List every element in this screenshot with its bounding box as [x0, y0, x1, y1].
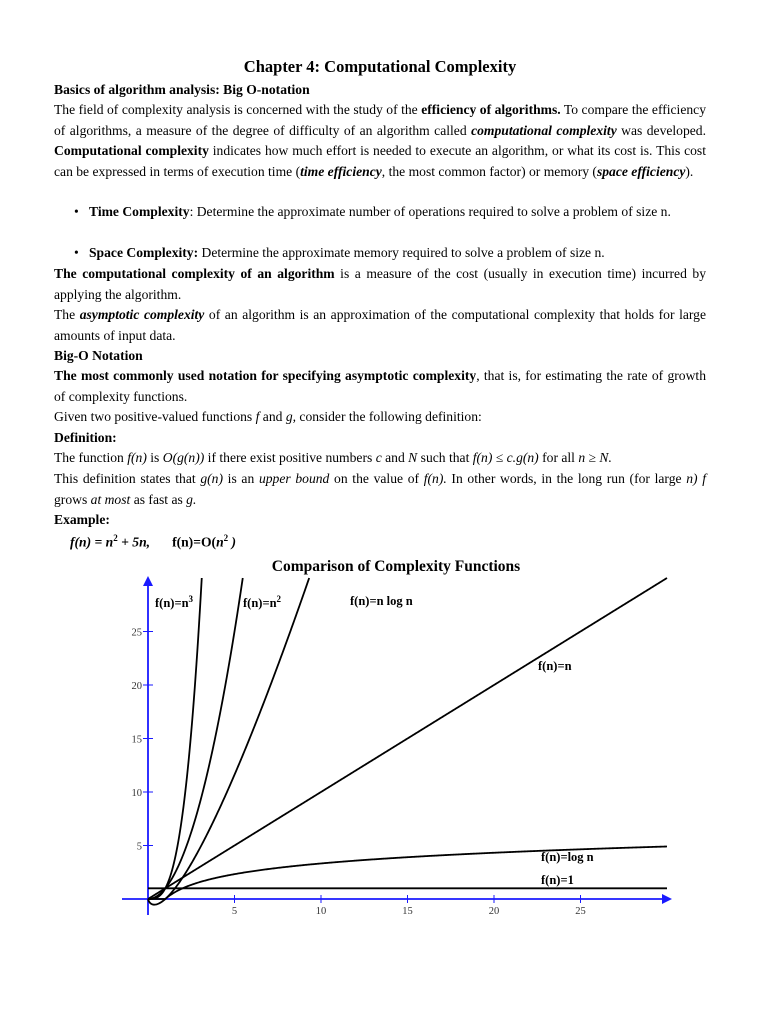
formula-lhs: f(n) = n	[70, 534, 114, 550]
paragraph-definition	[54, 448, 706, 469]
x-axis-arrow	[662, 894, 672, 904]
y-tick-label: 15	[131, 734, 142, 746]
italic-run: g(n)	[200, 471, 223, 486]
italic-run: O(g(n))	[162, 450, 205, 465]
text-run: such that	[417, 450, 473, 465]
series-label-nlogn: f(n)=n log n	[350, 594, 413, 608]
text-run: The function	[54, 450, 128, 465]
bullet-marker: •	[74, 204, 79, 219]
paragraph-computational-complexity	[54, 264, 706, 305]
y-tick-label: 25	[131, 627, 142, 639]
text-run: as fast as	[130, 491, 187, 507]
italic-run: c	[375, 450, 382, 465]
chart-axes	[122, 576, 672, 917]
bullet-term: Space Complexity:	[89, 245, 199, 260]
italic-run: f(n) ≤ c.g(n)	[472, 450, 539, 465]
series-label-const: f(n)=1	[541, 873, 574, 887]
text-run: of an algorithm is an approximation of the computational complexity that holds for large amounts of input data.	[54, 307, 706, 343]
chart-series	[148, 578, 667, 905]
paragraph-upper-bound	[54, 469, 706, 510]
text-run: and	[259, 409, 286, 424]
bold-run: efficiency of algorithms.	[421, 102, 561, 117]
x-tick-label: 15	[402, 906, 413, 917]
paragraph-notation	[54, 366, 706, 407]
text-run: grows	[54, 491, 91, 507]
formula-suffix: )	[228, 534, 237, 550]
text-run: , the most common factor) or memory (	[381, 163, 597, 179]
section-heading-basics: Basics of algorithm analysis: Big O-notation	[54, 82, 310, 97]
chart-title: Comparison of Complexity Functions	[271, 558, 521, 575]
italic-run: g.	[186, 491, 197, 507]
text-run: , that is, for estimating the rate of growth of complexity functions.	[54, 368, 706, 404]
text-run: To compare the efficiency of algorithms, a measure of the degree of difficulty of an algorithm called	[54, 102, 706, 138]
series-label-linear: f(n)=n	[538, 659, 572, 673]
italic-run: f(n)	[127, 450, 147, 465]
example-formula	[70, 533, 236, 551]
series-label-exponent: 2	[276, 594, 282, 604]
text-run: and	[381, 450, 409, 465]
text-run: is an	[223, 471, 259, 486]
bold-run: Computational complexity	[54, 143, 209, 158]
bold-run: The most commonly used notation for specifying asymptotic complexity	[54, 368, 477, 383]
chart-labels	[155, 594, 594, 887]
text-run: was developed.	[616, 122, 706, 138]
x-tick-label: 5	[231, 906, 238, 917]
formula-mid: + 5n,	[117, 534, 151, 550]
x-tick-label: 20	[488, 906, 500, 917]
series-line-nlogn	[148, 578, 309, 905]
paragraph-asymptotic	[54, 305, 706, 346]
bold-run: The computational complexity of an algorithm	[54, 266, 335, 281]
italic-run: upper bound	[258, 471, 330, 486]
series-label-cube: $f(n)=n^3$	[155, 594, 194, 610]
text-run: is a measure of the cost (usually in execution time) incurred by applying the algorithm.	[54, 266, 706, 302]
formula-exponent: 2	[113, 533, 118, 543]
italic-run: g,	[285, 409, 297, 424]
italic-run: n) f	[686, 471, 707, 486]
bold-italic-run: asymptotic complexity	[79, 307, 205, 322]
example-heading: Example:	[54, 512, 110, 527]
text-run: ).	[685, 163, 694, 179]
text-run: The field of complexity analysis is concerned with the study of the	[54, 102, 422, 117]
bold-italic-run: time efficiency	[300, 163, 382, 179]
text-run: if there exist positive numbers	[204, 450, 376, 465]
y-axis-arrow	[143, 576, 153, 586]
text-run: is	[146, 450, 163, 465]
series-label-exponent: 3	[188, 594, 194, 604]
y-tick-label: 20	[131, 681, 142, 692]
x-tick-label: 25	[575, 906, 586, 917]
text-run: Given two positive-valued functions	[54, 409, 256, 424]
series-label-square: $f(n)=n^2$	[243, 594, 282, 610]
x-tick-label: 10	[315, 906, 327, 917]
paragraph-intro	[54, 100, 706, 182]
y-tick-label: 5	[136, 841, 142, 853]
series-label-log: f(n)=log n	[541, 850, 594, 864]
text-run: indicates how much effort is needed to execute an algorithm, or what its cost is. This cost can be expressed in terms of execution time (	[54, 143, 706, 179]
text-run: on the value of	[329, 471, 424, 486]
paragraph-given	[54, 407, 706, 428]
text-run: for all	[538, 450, 579, 465]
italic-run: f	[255, 409, 260, 424]
text-run: The	[54, 307, 80, 322]
bullet-text: Determine the approximate memory required to solve a problem of size n.	[198, 245, 605, 260]
bullet-term: Time Complexity	[89, 204, 190, 219]
formula-var: n	[216, 534, 224, 550]
series-line-cube	[148, 578, 202, 899]
page-title: Chapter 4: Computational Complexity	[243, 57, 517, 76]
section-heading-big-o: Big-O Notation	[54, 348, 143, 363]
text-run: consider the following definition:	[296, 409, 482, 424]
bullet-text: : Determine the approximate number of operations required to solve a problem of size n.	[189, 204, 671, 219]
series-line-linear	[148, 578, 667, 899]
bold-italic-run: computational complexity	[471, 122, 617, 138]
italic-run: n ≥ N.	[578, 450, 612, 465]
text-run: In other words, in the long run (for large	[446, 471, 687, 486]
formula-exponent: 2	[223, 533, 229, 543]
formula-rhs: f(n)=O(	[172, 534, 217, 550]
italic-run: N	[408, 450, 418, 465]
italic-run: at most	[90, 491, 131, 507]
bullet-marker: •	[74, 245, 79, 260]
definition-heading: Definition:	[54, 430, 117, 445]
italic-run: f(n).	[423, 471, 447, 486]
series-line-log	[148, 847, 667, 900]
text-run: This definition states that	[54, 471, 201, 486]
bold-italic-run: space efficiency	[596, 163, 686, 179]
series-line-square	[148, 578, 243, 899]
y-tick-label: 10	[131, 788, 142, 799]
